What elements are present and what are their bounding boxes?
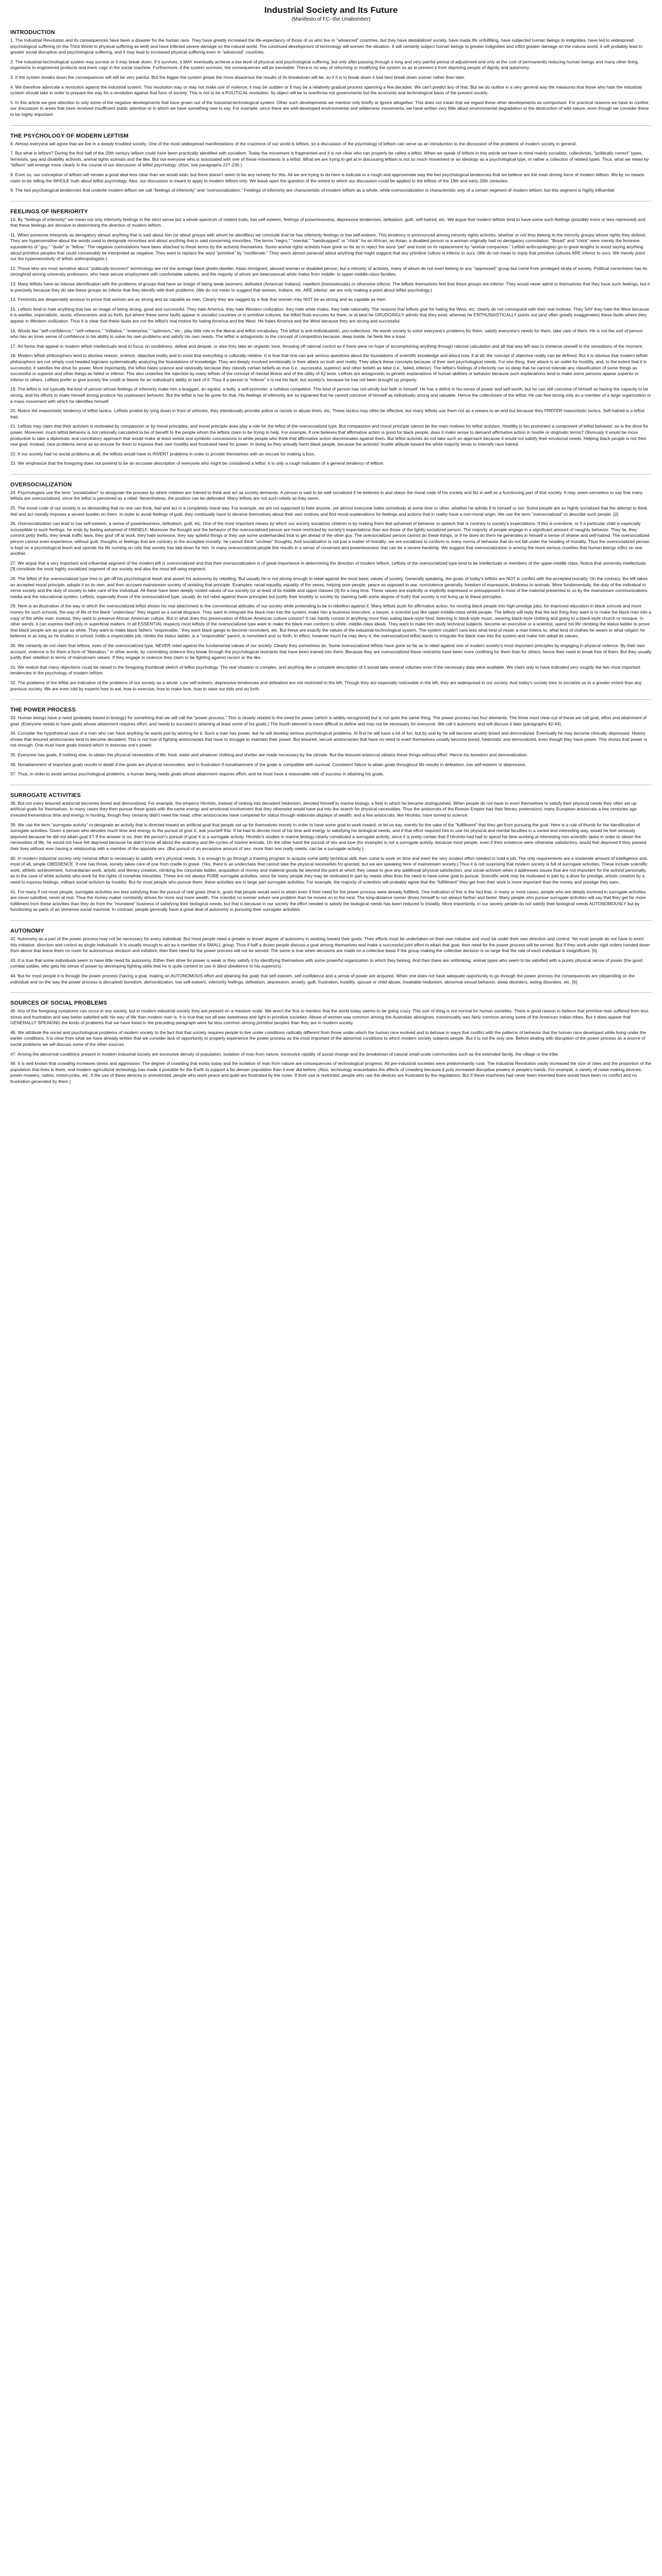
paragraph: 44. But for most people it is through the power process (having a goal, making an AUTONOMOUS effort and attaining the goal) that self-esteem, self-confidence and a sense of power are acquired. When one does not have adequate opportunity to go through the power process the consequences are (depending on the individual and on the way the power process is disrupted) boredom, demoralization, low self-esteem, inferiority feelings, defeatism, depression, anxiety, guilt, frustration, hostility, spouse or child abuse, insatiable hedonism, abnormal sexual behavior, sleep disorders, eating disorders, etc. [6] xyxy=(10,973,635,985)
paragraph: 6. Almost everyone will agree that we live in a deeply troubled society. One of the most widespread manifestations of the craziness of our world is leftism, so a discussion of the psychology of leftism can serve as an introduction to the discussion of the problems of modern society in general. xyxy=(10,141,577,146)
paragraph: 34. Consider the hypothetical case of a man who can have anything he wants just by wishing for it. Such a man has power, but he will develop serious psychological problems. At first he will have a lot of fun, but by and by he will become acutely bored and demoralized. Eventually he may become clinically depressed. History shows that leisured aristocracies tend to become decadent. This is not true of fighting aristocracies that have to struggle to maintain their power. But leisured, secure aristocracies that have no need to exert themselves usually become bored, hedonistic and demoralized, even though they have power. This shows that power is not enough. One must have goals toward which to exercise one's power. xyxy=(10,731,648,748)
paragraph: 19. The leftist is not typically the kind of person whose feelings of inferiority make him a braggart, an egotist, a bully, a self-promoter, a ruthless competitor. This kind of person has not wholly lost faith in himself. He has a deficit in his sense of power and self-worth, but he can still conceive of himself as having the capacity to be strong, and his efforts to make himself strong produce his unpleasant behavior. But the leftist is too far gone for that. His feelings of inferiority are so ingrained that he cannot conceive of himself as individually strong and valuable. Hence the collectivism of the leftist. He can feel strong only as a member of a large organization or a mass movement with which he identifies himself. xyxy=(10,386,651,404)
section-heading: OVERSOCIALIZATION xyxy=(10,481,72,488)
section-divider xyxy=(10,920,652,921)
paragraph: 27. We argue that a very important and influential segment of the modern left is oversocialized and that their oversocialization is of great importance in determining the direction of modern leftism. Leftists of the oversocialized type tend to be intellectuals or members of the upper-middle class. Notice that university intellectuals [3] constitute the most highly socialized segment of our society and also the most left-wing segment. xyxy=(10,560,646,572)
paragraph: 36. Nonattainment of important goals results in death if the goals are physical necessities, and in frustration if nonattainment of the goals is compatible with survival. Consistent failure to attain goals throughout life results in defeatism, low self-esteem or depression. xyxy=(10,761,527,767)
paragraph: 42. Autonomy as a part of the power process may not be necessary for every individual. But most people need a greater or lesser degree of autonomy in working toward their goals. Their efforts must be undertaken on their own initiative and must be under their own direction and control. Yet most people do not have to exert this initiative, direction and control as single individuals. It is usually enough to act as a member of a SMALL group. Thus if half a dozen people discuss a goal among themselves and make a successful joint effort to attain that goal, their need for the power process will be served. But if they work under rigid orders handed down from above that leave them no room for autonomous decision and initiative, then their need for the power process will not be served. The same is true when decisions are made on a collective basis if the group making the collective decision is so large that the role of each individual is insignificant. [5] xyxy=(10,936,650,954)
paragraph: 39. We use the term "surrogate activity" to designate an activity that is directed toward an artificial goal that people set up for themselves merely in order to have some goal to work toward, or let us say, merely for the sake of the "fulfillment" that they get from pursuing the goal. Here is a rule of thumb for the identification of surrogate activities. Given a person who devotes much time and energy to the pursuit of goal X, ask yourself this: If he had to devote most of his time and energy to satisfying his biological needs, and if that effort required him to use his physical and mental faculties in a varied and interesting way, would he feel seriously deprived because he did not attain goal X? If the answer is no, then the person's pursuit of goal X is a surrogate activity. Hirohito's studies in marine biology clearly constituted a surrogate activity, since it is pretty certain that if Hirohito had had to spend his time working at interesting non-scientific tasks in order to obtain the necessities of life, he would not have felt deprived because he didn't know all about the anatomy and life-cycles of marine animals. On the other hand the pursuit of sex and love (for example) is not a surrogate activity, because most people, even if their existence were otherwise satisfactory, would feel deprived if they passed their lives without ever having a relationship with a member of the opposite sex. (But pursuit of an excessive amount of sex, more than one really needs, can be a surrogate activity.) xyxy=(10,822,647,851)
paragraph: 43. It is true that some individuals seem to have little need for autonomy. Either their drive for power is weak or they satisfy it by identifying themselves with some powerful organization to which they belong. And then there are unthinking, animal types who seem to be satisfied with a purely physical sense of power (the good combat soldier, who gets his sense of power by developing fighting skills that he is quite content to use in blind obedience to his superiors). xyxy=(10,957,643,969)
paragraph: 13. Many leftists have an intense identification with the problems of groups that have an image of being weak (women), defeated (American Indians), repellent (homosexuals) or otherwise inferior. The leftists themselves feel that these groups are inferior. They would never admit to themselves that they have such feelings, but it is precisely because they do see these groups as inferior that they identify with their problems. (We do not mean to suggest that women, Indians, etc. ARE inferior; we are only making a point about leftist psychology.) xyxy=(10,281,650,293)
paragraph: 22. If our society had no social problems at all, the leftists would have to INVENT problems in order to provide themselves with an excuse for making a fuss. xyxy=(10,451,316,456)
paragraph: 31. We realize that many objections could be raised to the foregoing thumbnail sketch of leftist psychology. The real situation is complex, and anything like a complete description of it would take several volumes even if the necessary data were available. We claim only to have indicated very roughly the two most important tendencies in the psychology of modern leftism. xyxy=(10,664,640,676)
paragraph: 41. For many if not most people, surrogate activities are less satisfying than the pursuit of real goals (that is, goals that people would want to attain even if their need for the power process were already fulfilled). One indication of this is the fact that, in many or most cases, people who are deeply involved in surrogate activities are never satisfied, never at rest. Thus the money-maker constantly strives for more and more wealth. The scientist no sooner solves one problem than he moves on to the next. The long-distance runner drives himself to run always farther and faster. Many people who pursue surrogate activities will say that they get far more fulfillment from these activities than they do from the "mundane" business of satisfying their biological needs, but that is because in our society the effort needed to satisfy the biological needs has been reduced to triviality. More importantly, in our society people do not satisfy their biological needs AUTONOMOUSLY but by functioning as parts of an immense social machine. In contrast, people generally have a great deal of autonomy in pursuing their surrogate activities. xyxy=(10,889,646,912)
paragraph: 25. The moral code of our society is so demanding that no one can think, feel and act in a completely moral way. For example, we are not supposed to hate anyone, yet almost everyone hates somebody at some time or other, whether he admits it to himself or not. Some people are so highly socialized that the attempt to think, feel and act morally imposes a severe burden on them. In order to avoid feelings of guilt, they continually have to deceive themselves about their own motives and find moral explanations for feelings and actions that in reality have a non-moral origin. We use the term "oversocialized" to describe such people. [2] xyxy=(10,505,649,517)
section-divider xyxy=(10,125,652,126)
paragraph: 46. We attribute the social and psychological problems of modern society to the fact that that society requires people to live under conditions radically different from those under which the human race evolved and to behave in ways that conflict with the patterns of behavior that the human race developed while living under the earlier conditions. It is clear from what we have already written that we consider lack of opportunity to properly experience the power process as the most important of the abnormal conditions to which modern society subjects people. But it is not the only one. Before dealing with disruption of the power process as a source of social problems we will discuss some of the other sources. xyxy=(10,1029,647,1047)
paragraph: 37. Thus, in order to avoid serious psychological problems, a human being needs goals whose attainment requires effort, and he must have a reasonable rate of success in attaining his goals. xyxy=(10,771,384,777)
paragraph: 23. We emphasize that the foregoing does not pretend to be an accurate description of everyone who might be considered a leftist. It is only a rough indication of a general tendency of leftism. xyxy=(10,461,385,466)
paragraph: 3. If the system breaks down the consequences will still be very painful. But the bigger the system grows the more disastrous the results of its breakdown will be, so if it is to break down it had best break down sooner rather than later. xyxy=(10,74,466,80)
paragraph: 28. The leftist of the oversocialized type tries to get off his psychological leash and assert his autonomy by rebelling. But usually he is not strong enough to rebel against the most basic values of society. Generally speaking, the goals of today's leftists are NOT in conflict with the accepted morality. On the contrary, the left takes an accepted moral principle, adopts it as its own, and then accuses mainstream society of violating that principle. Examples: racial equality, equality of the sexes, helping poor people, peace as opposed to war, nonviolence generally, freedom of expression, kindness to animals. More fundamentally, the duty of the individual to serve society and the duty of society to take care of the individual. All these have been deeply rooted values of our society (or at least of its middle and upper classes [4] for a long time. These values are explicitly or implicitly expressed or presupposed in most of the material presented to us by the mainstream communications media and the educational system. Leftists, especially those of the oversocialized type, usually do not rebel against these principles but justify their hostility to society by claiming (with some degree of truth) that society is not living up to these principles. xyxy=(10,576,648,599)
section-heading: SOURCES OF SOCIAL PROBLEMS xyxy=(10,1000,107,1007)
paragraph: 4. We therefore advocate a revolution against the industrial system. This revolution may or may not make use of violence; it may be sudden or it may be a relatively gradual process spanning a few decades. We can't predict any of that. But we do outline in a very general way the measures that those who hate the industrial system should take in order to prepare the way for a revolution against that form of society. This is not to be a POLITICAL revolution. Its object will be to overthrow not governments but the economic and technological basis of the present society. xyxy=(10,84,642,96)
section-heading: FEELINGS OF INFERIORITY xyxy=(10,208,88,215)
paragraph: 35. Everyone has goals; if nothing else, to obtain the physical necessities of life: food, water and whatever clothing and shelter are made necessary by the climate. But the leisured aristocrat obtains these things without effort. Hence his boredom and demoralization. xyxy=(10,752,528,758)
paragraph: 10. By "feelings of inferiority" we mean not only inferiority feelings in the strict sense but a whole spectrum of related traits; low self-esteem, feelings of powerlessness, depressive tendencies, defeatism, guilt, self-hatred, etc. We argue that modern leftists tend to have some such feelings (possibly more or less repressed) and that these feelings are decisive in determining the direction of modern leftism. xyxy=(10,216,646,228)
paragraph: 47. Among the abnormal conditions present in modern industrial society are excessive density of population, isolation of man from nature, excessive rapidity of social change and the breakdown of natural small-scale communities such as the extended family, the village or the tribe. xyxy=(10,1051,559,1057)
paragraph: 18. Modern leftish philosophers tend to dismiss reason, science, objective reality and to insist that everything is culturally relative. It is true that one can ask serious questions about the foundations of scientific knowledge and about how, if at all, the concept of objective reality can be defined. But it is obvious that modern leftish philosophers are not simply cool-headed logicians systematically analyzing the foundations of knowledge. They are deeply involved emotionally in their attack on truth and reality. They attack these concepts because of their own psychological needs. For one thing, their attack is an outlet for hostility, and, to the extent that it is successful, it satisfies the drive for power. More importantly, the leftist hates science and rationality because they classify certain beliefs as true (i.e., successful, superior) and other beliefs as false (i.e., failed, inferior). The leftist's feelings of inferiority run so deep that he cannot tolerate any classification of some things as successful or superior and other things as failed or inferior. This also underlies the rejection by many leftists of the concept of mental illness and of the utility of IQ tests. Leftists are antagonistic to genetic explanations of human abilities or behavior because such explanations tend to make some persons appear superior or inferior to others. Leftists prefer to give society the credit or blame for an individual's ability or lack of it. Thus if a person is "inferior" it is not his fault, but society's, because he has not been brought up properly. xyxy=(10,353,648,382)
document-page xyxy=(0,0,662,1085)
paragraph: 30. We certainly do not claim that leftists, even of the oversocialized type, NEVER rebel against the fundamental values of our society. Clearly they sometimes do. Some oversocialized leftists have gone so far as to rebel against one of modern society's most important principles by engaging in physical violence. By their own account, violence is for them a form of "liberation." In other words, by committing violence they break through the psychological restraints that have been trained into them. Because they are oversocialized these restraints have been more confining for them than for others; hence their need to break free of them. But they usually justify their rebellion in terms of mainstream values. If they engage in violence they claim to be fighting against racism or the like. xyxy=(10,642,652,660)
section-heading: INTRODUCTION xyxy=(10,29,55,36)
section-heading: THE POWER PROCESS xyxy=(10,707,76,714)
document-body xyxy=(10,29,652,1085)
paragraph: 2. The industrial-technological system may survive or it may break down. If it survives, it MAY eventually achieve a low level of physical and psychological suffering, but only after passing through a long and very painful period of adjustment and only at the cost of permanently reducing human beings and many other living organisms to engineered products and mere cogs in the social machine. Furthermore, if the system survives, the consequences will be inevitable: There is no way of reforming or modifying the system so as to prevent it from depriving people of dignity and autonomy. xyxy=(10,59,638,71)
paragraph: 11. When someone interprets as derogatory almost anything that is said about him (or about groups with whom he identifies) we conclude that he has inferiority feelings or low self-esteem. This tendency is pronounced among minority rights activists, whether or not they belong to the minority groups whose rights they defend. They are hypersensitive about the words used to designate minorities and about anything that is said concerning minorities. The terms "negro," "oriental," "handicapped" or "chick" for an African, an Asian, a disabled person or a woman originally had no derogatory connotation. "Broad" and "chick" were merely the feminine equivalents of "guy," "dude" or "fellow." The negative connotations have been attached to these terms by the activists themselves. Some animal rights activists have gone so far as to reject the word "pet" and insist on its replacement by "animal companion." Leftish anthropologists go to great lengths to avoid saying anything about primitive peoples that could conceivably be interpreted as negative. They want to replace the word "primitive" by "nonliterate." They seem almost paranoid about anything that might suggest that any primitive culture is inferior to ours. (We do not mean to imply that primitive cultures ARE inferior to ours. We merely point out the hypersensitivity of leftish anthropologists.) xyxy=(10,232,647,262)
paragraph: 21. Leftists may claim that their activism is motivated by compassion or by moral principles, and moral principle does play a role for the leftist of the oversocialized type. But compassion and moral principle cannot be the main motives for leftist activism. Hostility is too prominent a component of leftist behavior; so is the drive for power. Moreover, much leftist behavior is not rationally calculated to be of benefit to the people whom the leftists claim to be trying to help. For example, if one believes that affirmative action is good for black people, does it make sense to demand affirmative action in hostile or dogmatic terms? Obviously it would be more productive to take a diplomatic and conciliatory approach that would make at least verbal and symbolic concessions to white people who think that affirmative action discriminates against them. But leftist activists do not take such an approach because it would not satisfy their emotional needs. Helping black people is not their real goal. Instead, race problems serve as an excuse for them to express their own hostility and frustrated need for power. In doing so they actually harm black people, because the activists' hostile attitude toward the white majority tends to intensify race hatred. xyxy=(10,423,649,447)
paragraph: 16. Words like "self-confidence," "self-reliance," "initiative," "enterprise," "optimism," etc., play little role in the liberal and leftist vocabulary. The leftist is anti-individualistic, pro-collectivist. He wants society to solve everyone's problems for them, satisfy everyone's needs for them, take care of them. He is not the sort of person who has an inner sense of confidence in his ability to solve his own problems and satisfy his own needs. The leftist is antagonistic to the concept of competition because, deep inside, he feels like a loser. xyxy=(10,328,643,340)
section-heading: THE PSYCHOLOGY OF MODERN LEFTISM xyxy=(10,132,129,139)
section-heading: AUTONOMY xyxy=(10,927,44,934)
section-divider xyxy=(10,699,652,700)
section-divider xyxy=(10,992,652,993)
paragraph: 20. Notice the masochistic tendency of leftist tactics. Leftists protest by lying down in front of vehicles, they intentionally provoke police or racists to abuse them, etc. These tactics may often be effective, but many leftists use them not as a means to an end but because they PREFER masochistic tactics. Self-hatred is a leftist trait. xyxy=(10,408,644,419)
paragraph: 8. Even so, our conception of leftism will remain a good deal less clear than we would wish, but there doesn't seem to be any remedy for this. All we are trying to do here is indicate in a rough and approximate way the two psychological tendencies that we believe are the main driving force of modern leftism. We by no means claim to be telling the WHOLE truth about leftist psychology. Also, our discussion is meant to apply to modern leftism only. We leave open the question of the extent to which our discussion could be applied to the leftists of the 19th and early 20th centuries. xyxy=(10,172,644,183)
paragraph: 7. But what is leftism? During the first half of the 20th century leftism could have been practically identified with socialism. Today the movement is fragmented and it is not clear who can properly be called a leftist. When we speak of leftists in this article we have in mind mainly socialists, collectivists, "politically correct" types, feminists, gay and disability activists, animal rights activists and the like. But not everyone who is associated with one of these movements is a leftist. What we are trying to get at in discussing leftism is not so much movement or an ideology as a psychological type, or rather a collection of related types. Thus, what we mean by "leftism" will emerge more clearly in the course of our discussion of leftist psychology. (Also, see paragraphs 227-230.) xyxy=(10,150,649,168)
paragraph: 15. Leftists tend to hate anything that has an image of being strong, good and successful. They hate America, they hate Western civilization, they hate white males, they hate rationality. The reasons that leftists give for hating the West, etc. clearly do not correspond with their real motives. They SAY they hate the West because it is warlike, imperialistic, sexist, ethnocentric and so forth, but where these same faults appear in socialist countries or in primitive cultures, the leftist finds excuses for them, or at best he GRUDGINGLY admits that they exist; whereas he ENTHUSIASTICALLY points out (and often greatly exaggerates) these faults where they appear in Western civilization. Thus it is clear that these faults are not the leftist's real motive for hating America and the West. He hates America and the West because they are strong and successful. xyxy=(10,306,649,324)
paragraph: 40. In modern industrial society only minimal effort is necessary to satisfy one's physical needs. It is enough to go through a training program to acquire some petty technical skill, then come to work on time and exert the very modest effort needed to hold a job. The only requirements are a moderate amount of intelligence and, most of all, simple OBEDIENCE. If one has those, society takes care of one from cradle to grave. (Yes, there is an underclass that cannot take the physical necessities for granted, but we are speaking here of mainstream society.) Thus it is not surprising that modern society is full of surrogate activities. These include scientific work, athletic achievement, humanitarian work, artistic and literary creation, climbing the corporate ladder, acquisition of money and material goods far beyond the point at which they cease to give any additional physical satisfaction, and social activism when it addresses issues that are not important for the activist personally, as in the case of white activists who work for the rights of nonwhite minorities. These are not always PURE surrogate activities, since for many people they may be motivated in part by needs other than the need to have some goal to pursue. Scientific work may be motivated in part by a drive for prestige, artistic creation by a need to express feelings, militant social activism by hostility. But for most people who pursue them, these activities are in large part surrogate activities. For example, the majority of scientists will probably agree that the "fulfillment" they get from their work is more important than the money and prestige they earn. xyxy=(10,855,648,885)
paragraph: 12. Those who are most sensitive about "politically incorrect" terminology are not the average black ghetto-dweller, Asian immigrant, abused woman or disabled person, but a minority of activists, many of whom do not even belong to any "oppressed" group but come from privileged strata of society. Political correctness has its stronghold among university professors, who have secure employment with comfortable salaries, and the majority of whom are heterosexual white males from middle- to upper-middle-class families. xyxy=(10,265,648,277)
document-title: Industrial Society and Its Future xyxy=(264,5,398,15)
paragraph: 1. The Industrial Revolution and its consequences have been a disaster for the human race. They have greatly increased the life-expectancy of those of us who live in "advanced" countries, but they have destabilized society, have made life unfulfilling, have subjected human beings to indignities, have led to widespread psychological suffering (in the Third World to physical suffering as well) and have inflicted severe damage on the natural world. The continued development of technology will worsen the situation. It will certainly subject human beings to greater indignities and inflict greater damage on the natural world, it will probably lead to greater social disruption and psychological suffering, and it may lead to increased physical suffering even in "advanced" countries. xyxy=(10,38,642,55)
paragraph: 26. Oversocialization can lead to low self-esteem, a sense of powerlessness, defeatism, guilt, etc. One of the most important means by which our society socializes children is by making them feel ashamed of behavior or speech that is contrary to society's expectations. If this is overdone, or if a particular child is especially susceptible to such feelings, he ends by feeling ashamed of HIMSELF. Moreover the thought and the behavior of the oversocialized person are more restricted by society's expectations than are those of the lightly socialized person. The majority of people engage in a significant amount of naughty behavior. They lie, they commit petty thefts, they break traffic laws, they goof off at work, they hate someone, they say spiteful things or they use some underhanded trick to get ahead of the other guy. The oversocialized person cannot do these things, or if he does do them he generates in himself a sense of shame and self-hatred. The oversocialized person cannot even experience, without guilt, thoughts or feelings that are contrary to the accepted morality; he cannot think "unclean" thoughts. And socialization is not just a matter of morality; we are socialized to conform to many norms of behavior that do not fall under the heading of morality. Thus the oversocialized person is kept on a psychological leash and spends his life running on rails that society has laid down for him. In many oversocialized people this results in a sense of constraint and powerlessness that can be a severe hardship. We suggest that oversocialization is among the more serious cruelties that human beings inflict on one another. xyxy=(10,521,650,556)
paragraph: 17. Art forms that appeal to modern leftish intellectuals tend to focus on sordidness, defeat and despair, or else they take an orgiastic tone, throwing off rational control as if there were no hope of accomplishing anything through rational calculation and all that was left was to immerse oneself in the sensations of the moment. xyxy=(10,343,643,349)
paragraph: 14. Feminists are desperately anxious to prove that women are as strong and as capable as men. Clearly they are nagged by a fear that women may NOT be as strong and as capable as men. xyxy=(10,297,387,302)
paragraph: 9. The two psychological tendencies that underlie modern leftism we call "feelings of inferiority" and "oversocialization." Feelings of inferiority are characteristic of modern leftism as a whole, while oversocialization is characteristic only of a certain segment of modern leftism; but this segment is highly influential. xyxy=(10,188,616,193)
paragraph: 24. Psychologists use the term "socialization" to designate the process by which children are trained to think and act as society demands. A person is said to be well socialized if he believes in and obeys the moral code of his society and fits in well as a functioning part of that society. It may seem senseless to say that many leftists are oversocialized, since the leftist is perceived as a rebel. Nevertheless, the position can be defended. Many leftists are not such rebels as they seem. xyxy=(10,489,643,501)
paragraph: 32. The problems of the leftist are indicative of the problems of our society as a whole. Low self-esteem, depressive tendencies and defeatism are not restricted to the left. Though they are especially noticeable in the left, they are widespread in our society. And today's society tries to socialize us to a greater extent than any previous society. We are even told by experts how to eat, how to exercise, how to make love, how to raise our kids and so forth. xyxy=(10,680,642,691)
paragraph: 5. In this article we give attention to only some of the negative developments that have grown out of the industrial-technological system. Other such developments we mention only briefly or ignore altogether. This does not mean that we regard these other developments as unimportant. For practical reasons we have to confine our discussion to areas that have received insufficient public attention or in which we have something new to say. For example, since there are well-developed environmental and wilderness movements, we have written very little about environmental degradation or the destruction of wild nature, even though we consider these to be highly important. xyxy=(10,99,649,117)
section-heading: SURROGATE ACTIVITIES xyxy=(10,792,81,799)
document-subtitle: (Manifesto of FC--the Unabomber) xyxy=(291,16,371,22)
paragraph: 48. It is well known that crowding increases stress and aggression. The degree of crowding that exists today and the isolation of man from nature are consequences of technological progress. All pre-industrial societies were predominantly rural. The Industrial Revolution vastly increased the size of cities and the proportion of the population that lives in them, and modern agricultural technology has made it possible for the Earth to support a far denser population than it ever did before. (Also, technology exacerbates the effects of crowding because it puts increased disruptive powers in people's hands. For example, a variety of noise-making devices: power mowers, radios, motorcycles, etc. If the use of these devices is unrestricted, people who want peace and quiet are frustrated by the noise. If their use is restricted, people who use the devices are frustrated by the regulations. But if these machines had never been invented there would have been no conflict and no frustration generated by them.) xyxy=(10,1061,652,1084)
paragraph: 38. But not every leisured aristocrat becomes bored and demoralized. For example, the emperor Hirohito, instead of sinking into decadent hedonism, devoted himself to marine biology, a field in which he became distinguished. When people do not have to exert themselves to satisfy their physical needs they often set up artificial goals for themselves. In many cases they then pursue these goals with the same energy and emotional involvement that they otherwise would have put into the search for physical necessities. Thus the aristocrats of the Roman Empire had their literary pretensions; many European aristocrats a few centuries ago invested tremendous time and energy in hunting, though they certainly didn't need the meat; other aristocracies have competed for status through elaborate displays of wealth; and a few aristocrats, like Hirohito, have turned to science. xyxy=(10,800,637,818)
paragraph: 45. Any of the foregoing symptoms can occur in any society, but in modern industrial society they are present on a massive scale. We aren't the first to mention that the world today seems to be going crazy. This sort of thing is not normal for human societies. There is good reason to believe that primitive man suffered from less stress and frustration and was better satisfied with his way of life than modern man is. It is true that not all was sweetness and light in primitive societies. Abuse of women was common among the Australian aborigines, transexuality was fairly common among some of the American Indian tribes. But it does appear that GENERALLY SPEAKING the kinds of problems that we have listed in the preceding paragraph were far less common among primitive peoples than they are in modern society. xyxy=(10,1008,649,1026)
paragraph: 29. Here is an illustration of the way in which the oversocialized leftist shows his real attachment to the conventional attitudes of our society while pretending to be in rebellion against it. Many leftists push for affirmative action, for moving black people into high-prestige jobs, for improved education in black schools and more money for such schools; the way of life of the black "underclass" they regard as a social disgrace. They want to integrate the black man into the system, make him a business executive, a lawyer, a scientist just like upper-middle-class white people. The leftists will reply that the last thing they want is to make the black man into a copy of the white man; instead, they want to preserve African American culture. But in what does this preservation of African American culture consist? It can hardly consist in anything more than eating black-style food, listening to black-style music, wearing black-style clothing and going to a black-style church or mosque. In other words, it can express itself only in superficial matters. In all ESSENTIAL respects most leftists of the oversocialized type want to make the black man conform to white, middle-class ideals. They want to make him study technical subjects, become an executive or a scientist, spend his life climbing the status ladder to prove that black people are as good as white. They want to make black fathers "responsible," they want black gangs to become nonviolent, etc. But these are exactly the values of the industrial-technological system. The system couldn't care less what kind of music a man listens to, what kind of clothes he wears or what religion he believes in as long as he studies in school, holds a respectable job, climbs the status ladder, is a "responsible" parent, is nonviolent and so forth. In effect, however much he may deny it, the oversocialized leftist wants to integrate the black man into the system and make him adopt its values. xyxy=(10,603,651,639)
paragraph: 33. Human beings have a need (probably based in biology) for something that we will call the "power process." This is closely related to the need for power (which is widely recognized) but is not quite the same thing. The power process has four elements. The three most clear-cut of these we call goal, effort and attainment of goal. (Everyone needs to have goals whose attainment requires effort, and needs to succeed in attaining at least some of his goals.) The fourth element is more difficult to define and may not be necessary for everyone. We call it autonomy and will discuss it later (paragraphs 42-44). xyxy=(10,715,647,726)
